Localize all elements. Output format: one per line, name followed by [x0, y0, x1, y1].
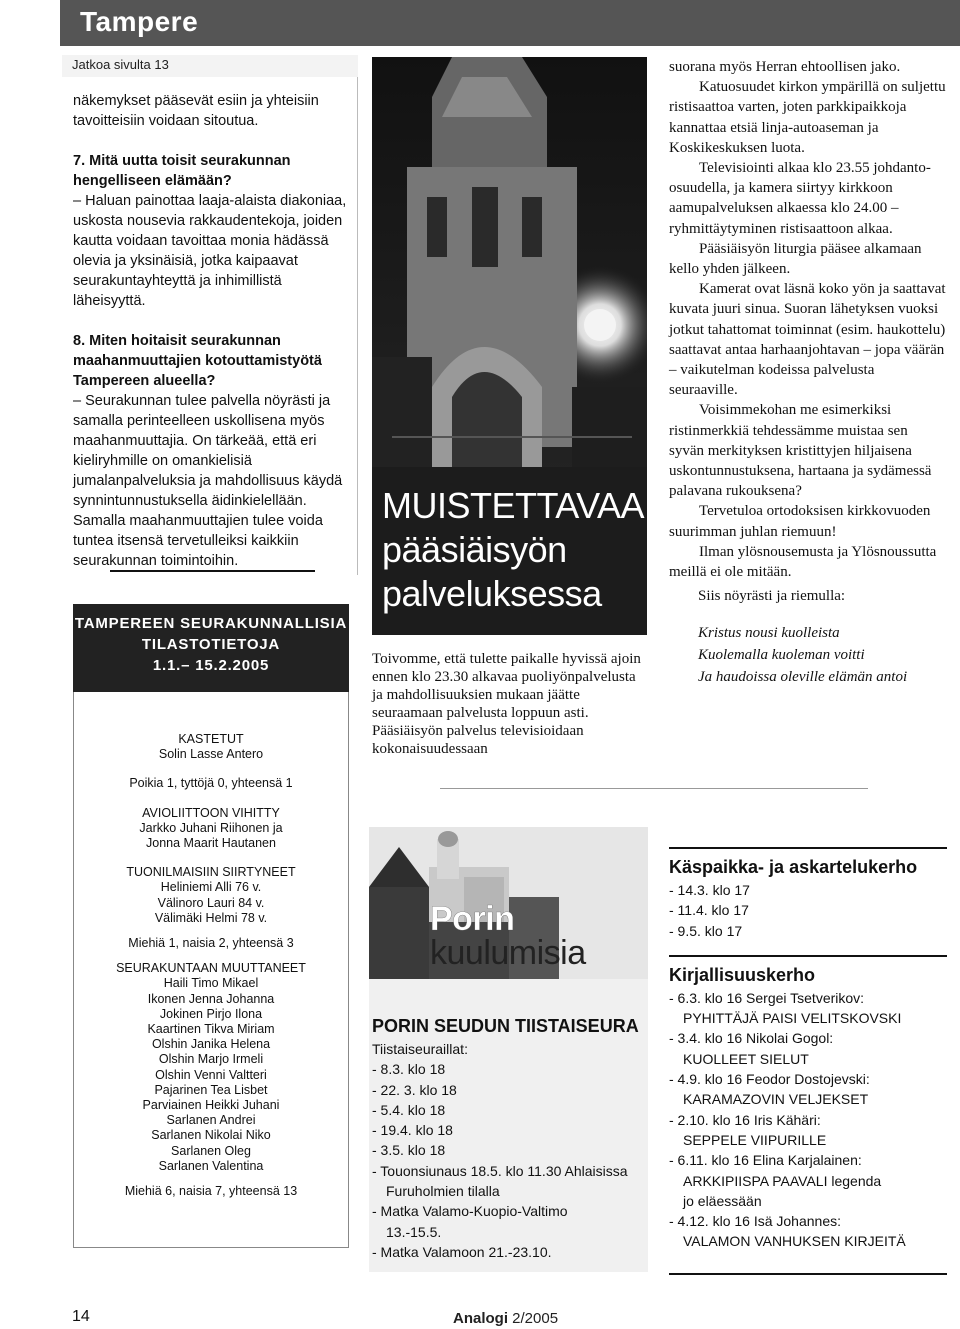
porin-intro: Tiistaiseuraillat:: [372, 1041, 468, 1057]
list-item-sub: KARAMAZOVIN VELJEKSET: [683, 1091, 869, 1108]
paragraph: Siis nöyrästi ja riemulla:: [698, 588, 846, 605]
porin-heading: PORIN SEUDUN TIISTAISEURA: [372, 1016, 639, 1036]
stats-name: Välimäki Helmi 78 v.: [154, 910, 268, 925]
list-item: - 2.10. klo 16 Iris Kähäri:: [669, 1111, 821, 1128]
answer-7: – Haluan painottaa laaja-alaista diakoniaa, uskosta nousevia rakkaudentekoja, joiden kautta voidaan tavoittaa monia hädässä olevia ja yksinäisiä, jotka kaipaavat seurakuntayhteyttä ja inhimillistä läheisyyttä.: [73, 193, 347, 309]
photo-caption: [382, 484, 644, 616]
paragraph: Televisiointi alkaa klo 23.55 johdanto-osuudella, ja kamera siirtyy kirkkoon aamupalveluksen alkaessa klo 24.00 – ryhmittäytyminen ristisaattoon alkaa.: [669, 160, 931, 237]
poem-line: Kristus nousi kuolleista: [698, 625, 840, 642]
list-item-sub: SEPPELE VIIPURILLE: [683, 1131, 827, 1148]
list-item: - 19.4. klo 18: [372, 1122, 453, 1139]
stats-name: Kaartinen Tikva Miriam: [147, 1022, 275, 1037]
stats-title-line: 1.1.– 15.2.2005: [152, 657, 270, 674]
list-item: 13.-15.5.: [386, 1223, 442, 1240]
tuonil-heading: TUONILMAISIIN SIIRTYNEET: [126, 865, 296, 880]
stats-name: Olshin Janika Helena: [151, 1037, 271, 1052]
kaspaikka-heading: Käspaikka- ja askartelukerho: [669, 857, 918, 877]
list-item: - 6.11. klo 16 Elina Karjalainen:: [669, 1152, 862, 1169]
stats-name: Heliniemi Alli 76 v.: [160, 880, 262, 895]
porin-title: Porin: [430, 900, 515, 938]
stats-summary: Miehiä 1, naisia 2, yhteensä 3: [128, 936, 294, 951]
muutt-heading: SEURAKUNTAAN MUUTTANEET: [116, 961, 306, 976]
page-number: 14: [72, 1308, 90, 1325]
club-listings: [669, 847, 947, 1252]
question-8: 8. Miten hoitaisit seurakunnan maahanmuuttajien kotouttamistyötä Tampereen alueella?: [73, 333, 322, 389]
list-item: - 3.5. klo 18: [372, 1142, 446, 1159]
paragraph: Voisimmekohan me esimerkiksi ristinmerkkiä tehdessämme muistaa sen syvän merkityksen kristittyjen hiljaisena uskontunnustuksena, hartaana ja sydämessä palavana rukouksena?: [669, 402, 932, 500]
kirjallisuus-heading: Kirjallisuuskerho: [669, 964, 816, 985]
divider: [110, 570, 315, 572]
stats-title-box: [73, 604, 349, 692]
stats-name: Pajarinen Tea Lisbet: [154, 1082, 268, 1097]
magazine-footer: [453, 1310, 558, 1327]
divider: [669, 847, 947, 849]
caption-line: MUISTETTAVAA: [382, 485, 645, 526]
magazine-name: Analogi: [453, 1310, 508, 1327]
stats-name: Jokinen Pirjo Ilona: [159, 1006, 263, 1021]
list-item: - 6.3. klo 16 Sergei Tsetverikov:: [669, 989, 865, 1006]
list-item: - Touonsiunaus 18.5. klo 11.30 Ahlaisissa: [372, 1162, 628, 1179]
divider: [669, 1273, 947, 1275]
list-item: - 8.3. klo 18: [372, 1061, 446, 1078]
list-item: - 14.3. klo 17: [669, 882, 750, 898]
list-item-sub: ARKKIPIISPA PAAVALI legenda: [683, 1172, 882, 1189]
paragraph: Katuosuudet kirkon ympärillä on suljettu ristisaattoa varten, joten parkkipaikkoja kannattaa etsiä linja-autoaseman ja Koskikeskuksen luota.: [669, 79, 946, 156]
stats-name: Ikonen Jenna Johanna: [147, 991, 275, 1006]
stats-name: Jarkko Juhani Riihonen ja: [139, 820, 283, 835]
porin-subtitle: kuulumisia: [430, 934, 586, 972]
stats-name: Jonna Maarit Hautanen: [146, 836, 276, 851]
list-item: - 4.9. klo 16 Feodor Dostojevski:: [669, 1071, 870, 1088]
list-item: Furuholmien tilalla: [386, 1183, 500, 1200]
list-item-sub: jo eläessään: [683, 1192, 762, 1209]
list-item: - 22. 3. klo 18: [372, 1081, 457, 1098]
list-item-sub: VALAMON VANHUKSEN KIRJEITÄ: [683, 1233, 906, 1250]
stats-title-line: TAMPEREEN SEURAKUNNALLISIA: [74, 615, 348, 632]
caption-line: pääsiäisyön: [382, 529, 567, 570]
issue-number: 2/2005: [512, 1310, 559, 1327]
stats-name: Välinoro Lauri 84 v.: [157, 895, 265, 910]
paragraph: Pääsiäisyön liturgia pääsee alkamaan kello yhden jälkeen.: [669, 240, 922, 278]
question-7: 7. Mitä uutta toisit seurakunnan hengelliseen elämään?: [73, 153, 291, 189]
stats-name: Parviainen Heikki Juhani: [142, 1098, 280, 1113]
paragraph: Ilman ylösnousemusta ja Ylösnoussutta meillä ei ole mitään.: [669, 543, 937, 581]
poem-line: Kuolemalla kuoleman voitti: [698, 647, 865, 664]
continuation-note: Jatkoa sivulta 13: [72, 57, 169, 72]
list-item: - 9.5. klo 17: [669, 922, 743, 939]
stats-name: Sarlanen Valentina: [158, 1158, 264, 1173]
easter-article-text: [669, 57, 946, 688]
divider: [440, 788, 868, 789]
avio-heading: AVIOLIITTOON VIHITTY: [142, 805, 280, 820]
list-item-sub: PYHITTÄJÄ PAISI VELITSKOVSKI: [683, 1010, 902, 1027]
paragraph: Tervetuloa ortodoksisen kirkkovuoden suurimman juhlan riemuun!: [669, 503, 931, 540]
divider: [669, 955, 947, 957]
stats-body: [73, 692, 349, 1248]
poem-line: Ja haudoissa oleville elämän antoi: [698, 669, 908, 686]
paragraph: Kamerat ovat läsnä koko yön ja saattavat kuvata juuri sinua. Suoran lähetyksen vuoksi jotkut tahattomat toiminnat (esim. haukottelu) saattavat antaa harhaanjohtavan – jopa väärän – vaikutelman kodeissa palvelusta seuraaville.: [669, 281, 946, 399]
list-item-sub: KUOLLEET SIELUT: [683, 1050, 809, 1067]
stats-name: Solin Lasse Antero: [158, 747, 264, 762]
section-header: [60, 0, 960, 46]
stats-summary: Miehiä 6, naisia 7, yhteensä 13: [124, 1184, 298, 1199]
list-item: - 3.4. klo 16 Nikolai Gogol:: [669, 1030, 834, 1047]
stats-name: Haili Timo Mikael: [163, 976, 259, 991]
stats-name: Sarlanen Andrei: [166, 1113, 256, 1128]
stats-summary: Poikia 1, tyttöjä 0, yhteensä 1: [129, 776, 293, 791]
stats-name: Sarlanen Nikolai Niko: [151, 1128, 271, 1143]
kastetut-heading: KASTETUT: [178, 732, 244, 746]
answer-8: – Seurakunnan tulee palvella nöyrästi ja samalla perinteelleen uskollisena myös maahanmuuttajia. On tärkeää, että eri kieliryhmille on omankielisiä jumalanpalveluksia ja mahdollisuus käydä synnintunnustuksella äidinkielellään. Samalla maahanmuuttajien tulee voida tuntea itsensä tervetulleiksi kaikkiin seurakunnan toimintoihin.: [73, 393, 343, 569]
caption-line: palveluksessa: [382, 573, 602, 614]
list-item: - Matka Valamoon 21.-23.10.: [372, 1243, 552, 1260]
list-item: - 4.12. klo 16 Isä Johannes:: [669, 1213, 841, 1230]
porin-news: [372, 1016, 644, 1262]
interview-text: [73, 91, 353, 591]
paragraph: suorana myös Herran ehtoollisen jako.: [669, 59, 901, 75]
stats-name: Olshin Marjo Irmeli: [158, 1052, 264, 1067]
list-item: - Matka Valamo-Kuopio-Valtimo: [372, 1203, 568, 1220]
easter-intro-text: Toivomme, että tulette paikalle hyvissä ajoin ennen klo 23.30 alkavaa puoliyönpalvelusta ja mahdollisuuksien mukaan jäätte seuraamaan palvelusta loppuun asti. Pääsiäisyön palvelus televisioidaan kokonaisuudessaan: [372, 651, 641, 757]
section-title: Tampere: [80, 6, 199, 37]
troparion: [669, 622, 946, 688]
stats-title-line: TILASTOTIETOJA: [141, 636, 281, 653]
paragraph: näkemykset pääsevät esiin ja yhteisiin tavoitteisiin voidaan sitoutua.: [73, 93, 319, 129]
stats-name: Olshin Venni Valtteri: [155, 1067, 267, 1082]
list-item: - 5.4. klo 18: [372, 1101, 446, 1118]
stats-name: Sarlanen Oleg: [171, 1143, 251, 1158]
list-item: - 11.4. klo 17: [669, 902, 749, 919]
